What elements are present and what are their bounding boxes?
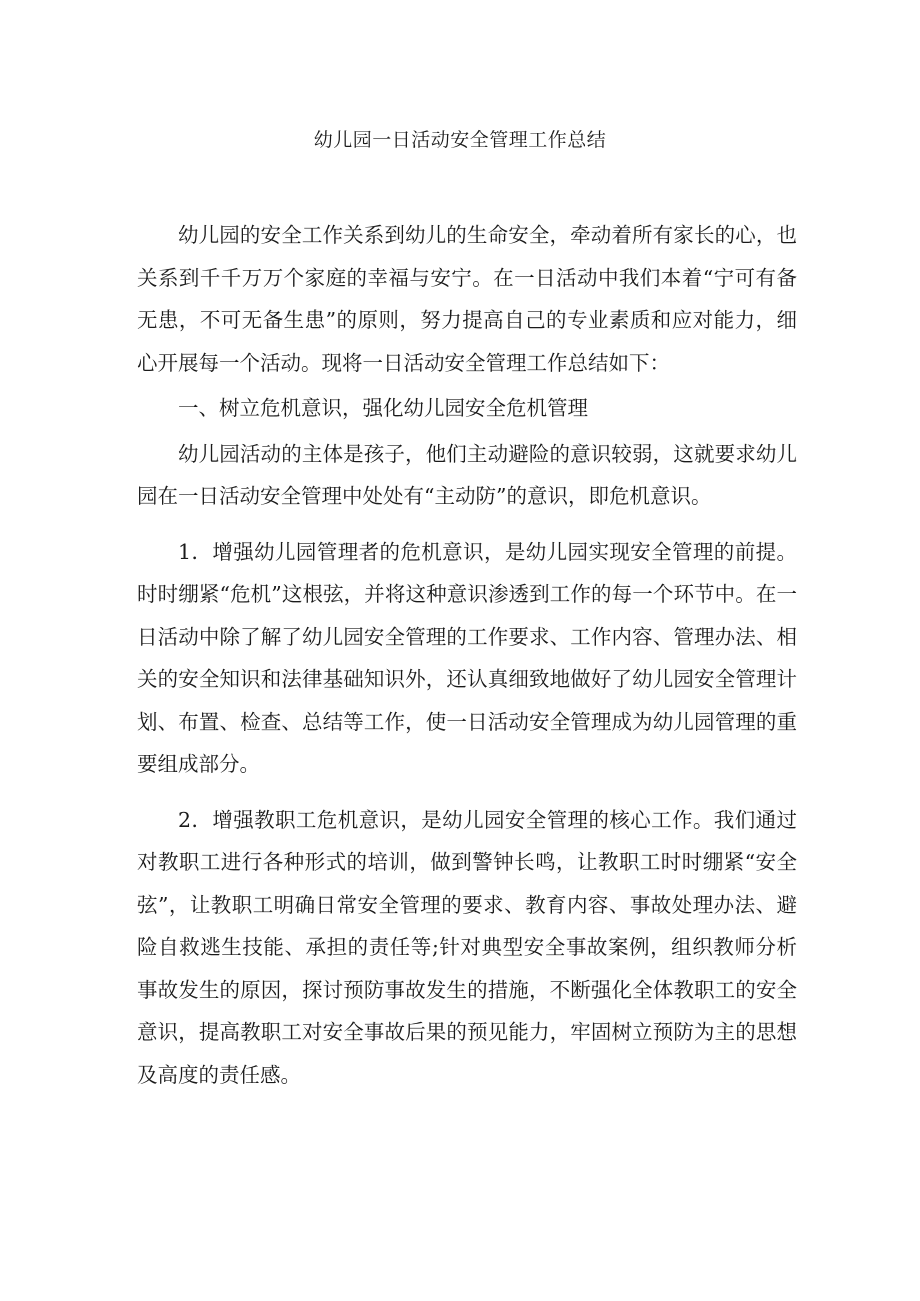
section-heading-1: 一、树立危机意识，强化幼儿园安全危机管理 bbox=[178, 396, 588, 420]
item-1-paragraph: 1．增强幼儿园管理者的危机意识，是幼儿园实现安全管理的前提。时时绷紧“危机”这根弦，并将这种意识渗透到工作的每一个环节中。在一日活动中除了解了幼儿园安全管理的工作要求、工作内容、管理办法、相关的安全知识和法律基础知识外，还认真细致地做好了幼儿园安全管理计划、布置、检查、总结等工作，使一日活动安全管理成为幼儿园管理的重要组成部分。 bbox=[137, 539, 797, 776]
document-body bbox=[137, 214, 797, 1096]
document-title: 幼儿园一日活动安全管理工作总结 bbox=[313, 129, 607, 151]
item-2-paragraph: 2．增强教职工危机意识，是幼儿园安全管理的核心工作。我们通过对教职工进行各种形式的培训，做到警钟长鸣，让教职工时时绷紧“安全弦”，让教职工明确日常安全管理的要求、教育内容、事故处理办法、避险自救逃生技能、承担的责任等;针对典型安全事故案例，组织教师分析事故发生的原因，探讨预防事故发生的措施，不断强化全体教职工的安全意识，提高教职工对安全事故后果的预见能力，牢固树立预防为主的思想及高度的责任感。 bbox=[137, 807, 797, 1087]
section-1-paragraph: 幼儿园活动的主体是孩子，他们主动避险的意识较弱，这就要求幼儿园在一日活动安全管理中处处有“主动防”的意识，即危机意识。 bbox=[137, 441, 797, 508]
intro-paragraph: 幼儿园的安全工作关系到幼儿的生命安全，牵动着所有家长的心，也关系到千千万万个家庭的幸福与安宁。在一日活动中我们本着“宁可有备无患，不可无备生患”的原则，努力提高自己的专业素质和应对能力，细心开展每一个活动。现将一日活动安全管理工作总结如下： bbox=[137, 223, 797, 375]
